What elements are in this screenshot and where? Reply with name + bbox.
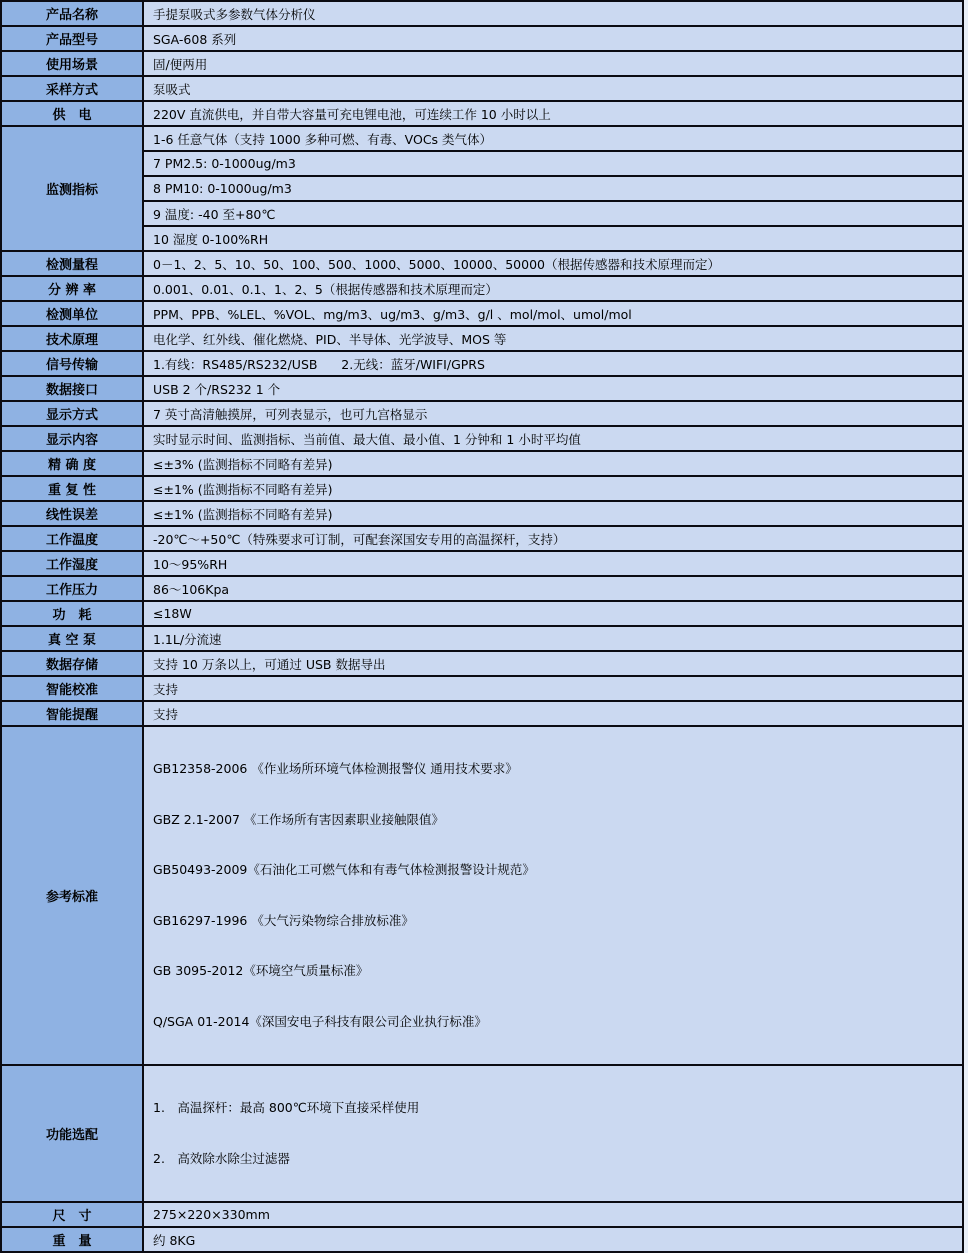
spec-value: 约 8KG (143, 1227, 963, 1252)
standard-line: GB12358-2006 《作业场所环境气体检测报警仪 通用技术要求》 (153, 761, 518, 776)
row-display-content (1, 426, 963, 451)
spec-value: 0.001、0.01、0.1、1、2、5（根据传感器和技术原理而定） (143, 276, 963, 301)
spec-label: 精 确 度 (1, 451, 143, 476)
row-linearity-error (1, 501, 963, 526)
spec-value: ≤±1% (监测指标不同略有差异) (143, 501, 963, 526)
spec-label: 采样方式 (1, 76, 143, 101)
spec-label: 显示内容 (1, 426, 143, 451)
spec-label: 功 耗 (1, 601, 143, 626)
standard-line: Q/SGA 01-2014《深国安电子科技有限公司企业执行标准》 (153, 1013, 487, 1029)
spec-label: 功能选配 (1, 1065, 143, 1202)
spec-label: 工作湿度 (1, 551, 143, 576)
spec-label: 供 电 (1, 101, 143, 126)
row-working-pressure (1, 576, 963, 601)
row-reference-standards (1, 726, 963, 1065)
spec-value (143, 1065, 963, 1202)
standard-line: GBZ 2.1-2007 《工作场所有害因素职业接触限值》 (153, 811, 444, 827)
standard-line: GB 3095-2012《环境空气质量标准》 (153, 963, 369, 978)
row-vacuum-pump (1, 626, 963, 651)
row-sampling-method (1, 76, 963, 101)
row-product-name (1, 1, 963, 26)
row-resolution (1, 276, 963, 301)
spec-label: 数据接口 (1, 376, 143, 401)
spec-label: 信号传输 (1, 351, 143, 376)
row-monitoring-indicators (1, 126, 963, 151)
row-working-humidity (1, 551, 963, 576)
spec-value: ≤±3% (监测指标不同略有差异) (143, 451, 963, 476)
spec-label: 真 空 泵 (1, 626, 143, 651)
spec-label: 监测指标 (1, 126, 143, 251)
spec-label: 工作温度 (1, 526, 143, 551)
spec-value: 1.有线：RS485/RS232/USB 2.无线：蓝牙/WIFI/GPRS (143, 351, 963, 376)
row-model (1, 26, 963, 51)
spec-value: 泵吸式 (143, 76, 963, 101)
spec-value: 支持 (143, 701, 963, 726)
spec-value: 9 温度: -40 至+80℃ (143, 201, 963, 226)
spec-label: 智能校准 (1, 676, 143, 701)
spec-value: 220V 直流供电，并自带大容量可充电锂电池，可连续工作 10 小时以上 (143, 101, 963, 126)
row-detection-unit (1, 301, 963, 326)
spec-value: 10～95%RH (143, 551, 963, 576)
row-smart-calibration (1, 676, 963, 701)
spec-label: 重 复 性 (1, 476, 143, 501)
spec-value: 7 PM2.5: 0-1000ug/m3 (143, 151, 963, 176)
spec-label: 分 辨 率 (1, 276, 143, 301)
row-optional-features (1, 1065, 963, 1202)
row-monitoring-indicators-2 (1, 151, 963, 176)
spec-label: 产品名称 (1, 1, 143, 26)
spec-label: 检测单位 (1, 301, 143, 326)
spec-label: 重 量 (1, 1227, 143, 1252)
spec-value: SGA-608 系列 (143, 26, 963, 51)
spec-value: 86～106Kpa (143, 576, 963, 601)
spec-label: 参考标准 (1, 726, 143, 1065)
row-working-temperature (1, 526, 963, 551)
row-power-supply (1, 101, 963, 126)
spec-label: 尺 寸 (1, 1202, 143, 1227)
row-technical-principle (1, 326, 963, 351)
spec-label: 检测量程 (1, 251, 143, 276)
spec-value: 10 湿度 0-100%RH (143, 226, 963, 251)
row-data-interface (1, 376, 963, 401)
spec-label: 使用场景 (1, 51, 143, 76)
spec-label: 技术原理 (1, 326, 143, 351)
row-monitoring-indicators-4 (1, 201, 963, 226)
spec-value: 支持 10 万条以上，可通过 USB 数据导出 (143, 651, 963, 676)
spec-label: 产品型号 (1, 26, 143, 51)
spec-value: PPM、PPB、%LEL、%VOL、mg/m3、ug/m3、g/m3、g/l 、mol/mol、umol/mol (143, 301, 963, 326)
spec-value: ≤18W (143, 601, 963, 626)
spec-label: 线性误差 (1, 501, 143, 526)
spec-value: 7 英寸高清触摸屏，可列表显示，也可九宫格显示 (143, 401, 963, 426)
spec-value: ≤±1% (监测指标不同略有差异) (143, 476, 963, 501)
spec-value: -20℃～+50℃（特殊要求可订制，可配套深国安专用的高温探杆，支持） (143, 526, 963, 551)
spec-value: 1.1L/分流速 (143, 626, 963, 651)
row-accuracy (1, 451, 963, 476)
spec-label: 智能提醒 (1, 701, 143, 726)
row-weight (1, 1227, 963, 1252)
row-monitoring-indicators-3 (1, 176, 963, 201)
row-display-mode (1, 401, 963, 426)
standard-line: GB16297-1996 《大气污染物综合排放标准》 (153, 912, 414, 928)
optional-feature-line: 1. 高温探杆：最高 800℃环境下直接采样使用 (153, 1100, 420, 1115)
spec-value: 275×220×330mm (143, 1202, 963, 1227)
spec-value (143, 726, 963, 1065)
spec-value: 实时显示时间、监测指标、当前值、最大值、最小值、1 分钟和 1 小时平均值 (143, 426, 963, 451)
spec-value: 1-6 任意气体（支持 1000 多种可燃、有毒、VOCs 类气体） (143, 126, 963, 151)
spec-value: 支持 (143, 676, 963, 701)
row-power-consumption (1, 601, 963, 626)
row-monitoring-indicators-5 (1, 226, 963, 251)
row-repeatability (1, 476, 963, 501)
row-dimensions (1, 1202, 963, 1227)
spec-value: 8 PM10: 0-1000ug/m3 (143, 176, 963, 201)
row-smart-reminder (1, 701, 963, 726)
row-signal-transmission (1, 351, 963, 376)
row-data-storage (1, 651, 963, 676)
spec-label: 数据存储 (1, 651, 143, 676)
row-usage-scene (1, 51, 963, 76)
spec-value: 电化学、红外线、催化燃烧、PID、半导体、光学波导、MOS 等 (143, 326, 963, 351)
spec-label: 显示方式 (1, 401, 143, 426)
spec-label: 工作压力 (1, 576, 143, 601)
row-detection-range (1, 251, 963, 276)
standard-line: GB50493-2009《石油化工可燃气体和有毒气体检测报警设计规范》 (153, 862, 535, 877)
spec-value: 手提泵吸式多参数气体分析仪 (143, 1, 963, 26)
spec-value: 固/便两用 (143, 51, 963, 76)
spec-value: 0－1、2、5、10、50、100、500、1000、5000、10000、50000（根据传感器和技术原理而定） (143, 251, 963, 276)
optional-feature-line: 2. 高效除水除尘过滤器 (153, 1150, 290, 1166)
spec-value: USB 2 个/RS232 1 个 (143, 376, 963, 401)
